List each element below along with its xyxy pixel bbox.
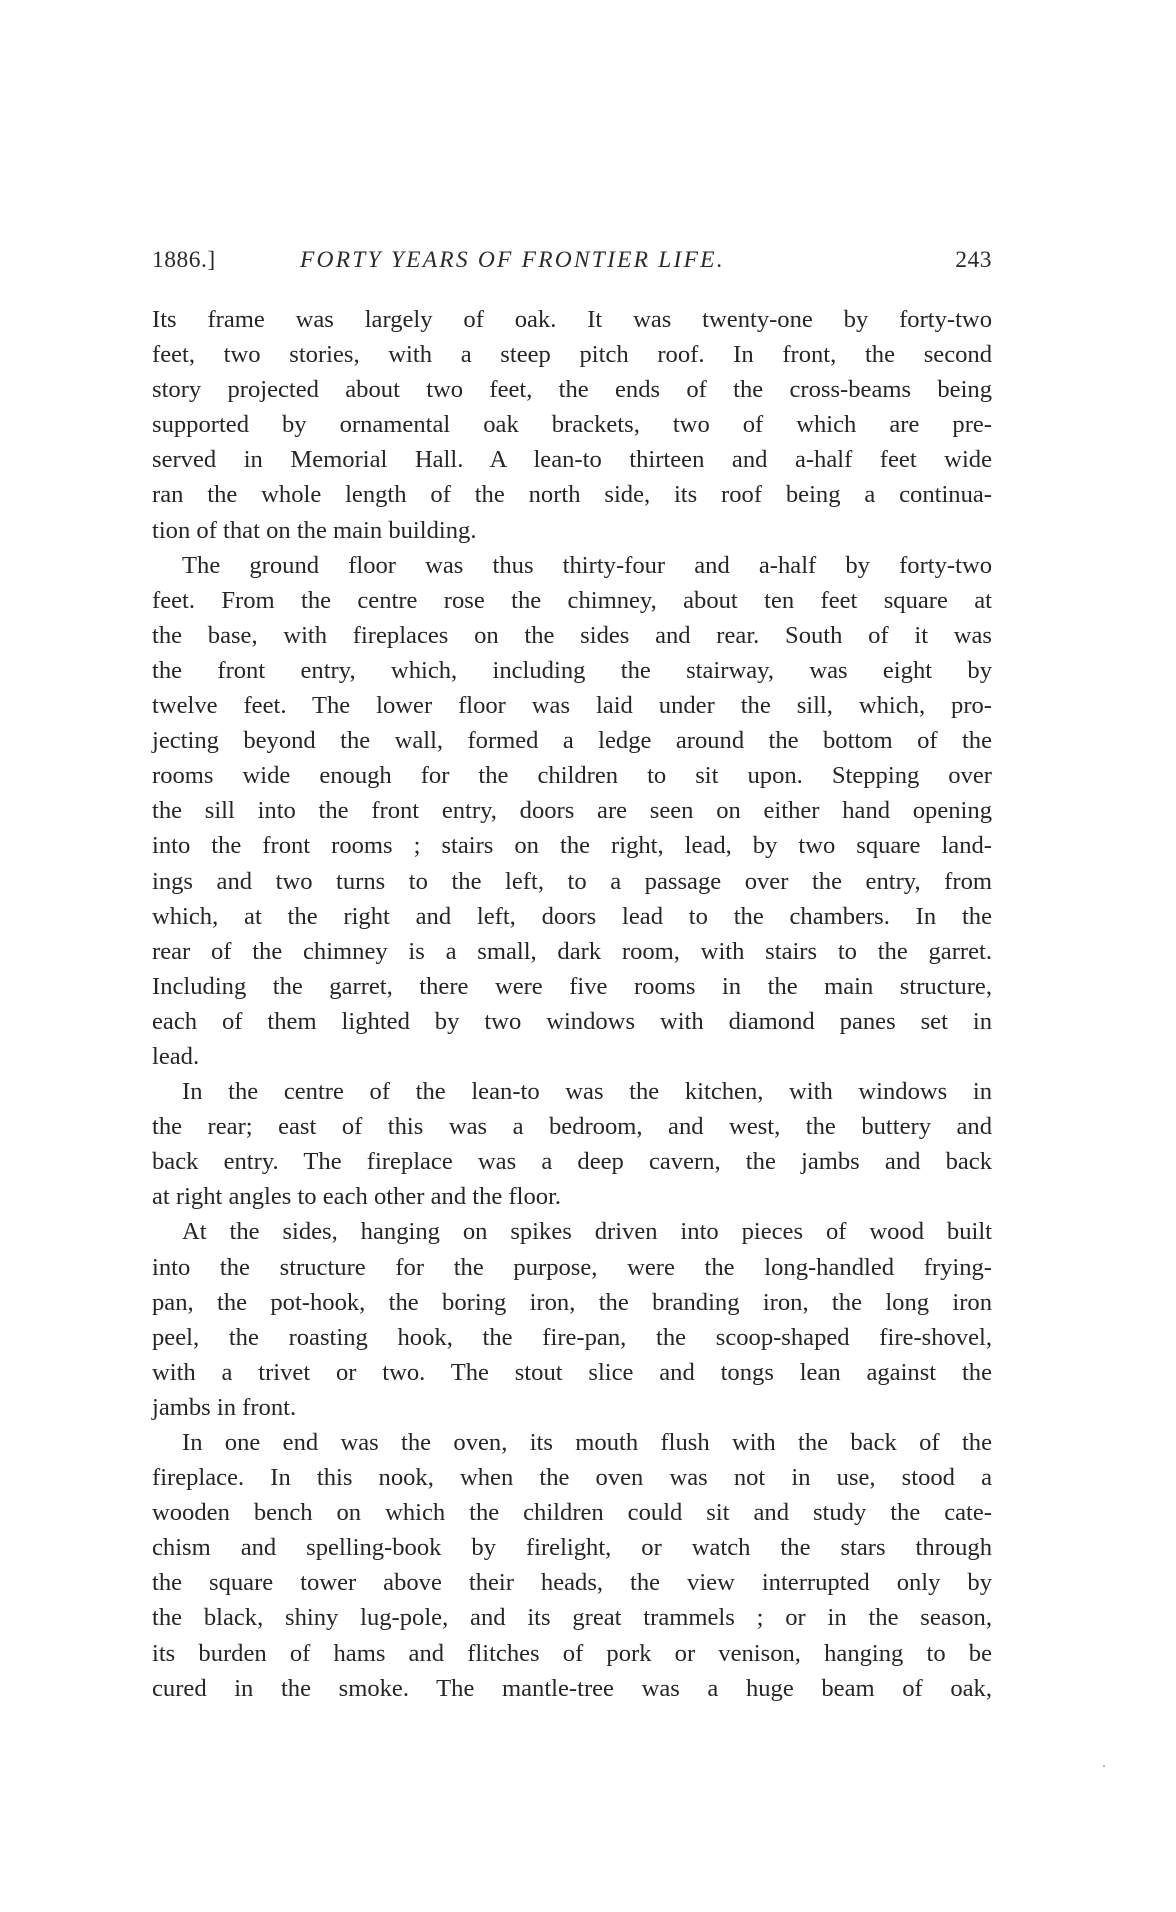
text-line: feet, two stories, with a steep pitch roof. In front, the second <box>152 341 992 369</box>
text-line: the base, with fireplaces on the sides and rear. South of it was <box>152 621 992 649</box>
text-line: chism and spelling-book by firelight, or watch the stars through <box>152 1534 992 1562</box>
text-line: In the centre of the lean-to was the kitchen, with windows in <box>182 1078 992 1106</box>
running-head-title: FORTY YEARS OF FRONTIER LIFE. <box>300 247 725 273</box>
text-line: jecting beyond the wall, formed a ledge around the bottom of the <box>152 727 992 755</box>
text-line: twelve feet. The lower floor was laid under the sill, which, pro- <box>152 692 992 720</box>
text-line: the rear; east of this was a bedroom, and west, the buttery and <box>152 1113 992 1141</box>
text-line: ran the whole length of the north side, its roof being a continua- <box>152 481 992 509</box>
text-line: the black, shiny lug-pole, and its great trammels ; or in the season, <box>152 1604 992 1632</box>
text-line: At the sides, hanging on spikes driven into pieces of wood built <box>182 1218 992 1246</box>
text-line: Including the garret, there were five rooms in the main structure, <box>152 972 992 1000</box>
text-line: pan, the pot-hook, the boring iron, the branding iron, the long iron <box>152 1288 992 1316</box>
page-number: 243 <box>955 247 992 273</box>
text-line: The ground floor was thus thirty-four and a-half by forty-two <box>182 551 992 579</box>
text-line: supported by ornamental oak brackets, two of which are pre- <box>152 411 992 439</box>
text-line: at right angles to each other and the floor. <box>152 1183 562 1211</box>
text-line: ings and two turns to the left, to a passage over the entry, from <box>152 867 992 895</box>
text-line: each of them lighted by two windows with diamond panes set in <box>152 1007 992 1035</box>
text-line: lead. <box>152 1042 200 1070</box>
text-line: the sill into the front entry, doors are seen on either hand opening <box>152 797 992 825</box>
text-line: feet. From the centre rose the chimney, about ten feet square at <box>152 586 992 614</box>
text-line: with a trivet or two. The stout slice and tongs lean against the <box>152 1358 992 1386</box>
text-line: the square tower above their heads, the view interrupted only by <box>152 1569 992 1597</box>
text-line: back entry. The fireplace was a deep cavern, the jambs and back <box>152 1148 992 1176</box>
text-line: wooden bench on which the children could sit and study the cate- <box>152 1499 992 1527</box>
running-head-year: 1886.] <box>152 247 216 273</box>
text-line: its burden of hams and flitches of pork or venison, hanging to be <box>152 1639 992 1667</box>
text-line: peel, the roasting hook, the fire-pan, the scoop-shaped fire-shovel, <box>152 1323 992 1351</box>
text-line: jambs in front. <box>152 1393 297 1421</box>
text-line: cured in the smoke. The mantle-tree was a huge beam of oak, <box>152 1674 992 1702</box>
text-line: served in Memorial Hall. A lean-to thirteen and a-half feet wide <box>152 446 992 474</box>
text-line: rear of the chimney is a small, dark room, with stairs to the garret. <box>152 937 992 965</box>
text-line: story projected about two feet, the ends of the cross-beams being <box>152 376 992 404</box>
text-line: In one end was the oven, its mouth flush with the back of the <box>182 1429 992 1456</box>
text-line: into the structure for the purpose, were the long-handled frying- <box>152 1253 992 1281</box>
body-text <box>152 302 992 1706</box>
text-line: tion of that on the main building. <box>152 516 477 544</box>
text-line: into the front rooms ; stairs on the right, lead, by two square land- <box>152 832 992 860</box>
text-line: Its frame was largely of oak. It was twenty-one by forty-two <box>152 306 992 333</box>
text-line: fireplace. In this nook, when the oven was not in use, stood a <box>152 1464 992 1492</box>
text-line: which, at the right and left, doors lead to the chambers. In the <box>152 902 992 930</box>
text-line: rooms wide enough for the children to sit upon. Stepping over <box>152 762 992 790</box>
paper-speck <box>1103 1765 1105 1767</box>
text-line: the front entry, which, including the stairway, was eight by <box>152 656 992 684</box>
running-head <box>152 242 992 278</box>
